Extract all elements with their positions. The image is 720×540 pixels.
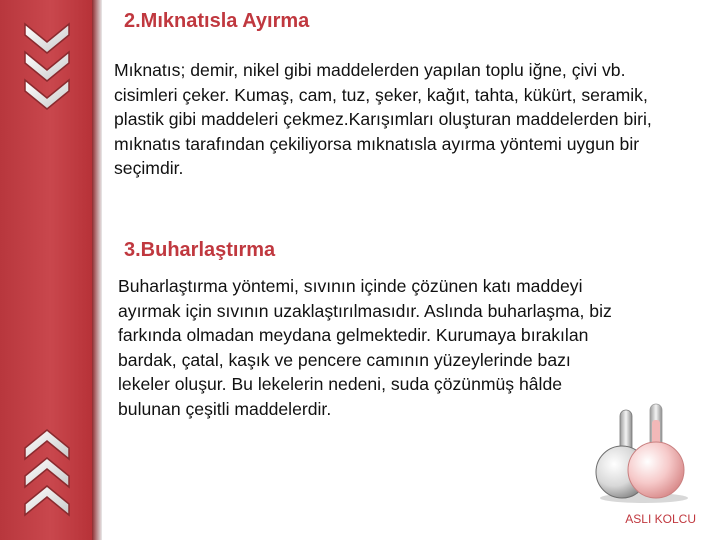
sidebar-shadow <box>92 0 102 540</box>
chevron-down-icon <box>25 24 69 53</box>
chevron-down-icon <box>25 52 69 81</box>
section-3-title: 3.Buharlaştırma <box>124 239 276 261</box>
section-3-paragraph: Buharlaştırma yöntemi, sıvının içinde çözünen katı maddeyi ayırmak için sıvının uzaklaştırılmasıdır. Aslında buharlaşma, biz farkında olmadan meydana gelmektedir. Kurumaya bırakılan bardak, çatal, kaşık ve pencere camının yüzeylerinde bazı lekeler oluşur. Bu lekelerin nedeni, suda çözünmüş hâlde bulunan çeşitli maddelerdir. <box>118 276 612 419</box>
chevron-up-icon <box>25 486 69 515</box>
flask-icon <box>592 400 696 504</box>
section-2-paragraph: Mıknatıs; demir, nikel gibi maddelerden yapılan toplu iğne, çivi vb. cisimleri çeker. Kumaş, cam, tuz, şeker, kağıt, tahta, kükürt, seramik, plastik gibi maddeleri çekmez.Karışımları oluşturan maddelerden biri, mıknatıs tarafından çekiliyorsa mıknatısla ayırma yöntemi uygun bir seçimdir. <box>114 60 652 179</box>
chevron-down-icon <box>25 80 69 109</box>
section-2-title: 2.Mıknatısla Ayırma <box>124 10 310 32</box>
chevron-down-group <box>22 22 72 114</box>
chevron-up-group <box>22 428 72 520</box>
footer-author: ASLI KOLCU <box>625 512 696 526</box>
chevron-up-icon <box>25 458 69 487</box>
chevron-up-icon <box>25 430 69 459</box>
